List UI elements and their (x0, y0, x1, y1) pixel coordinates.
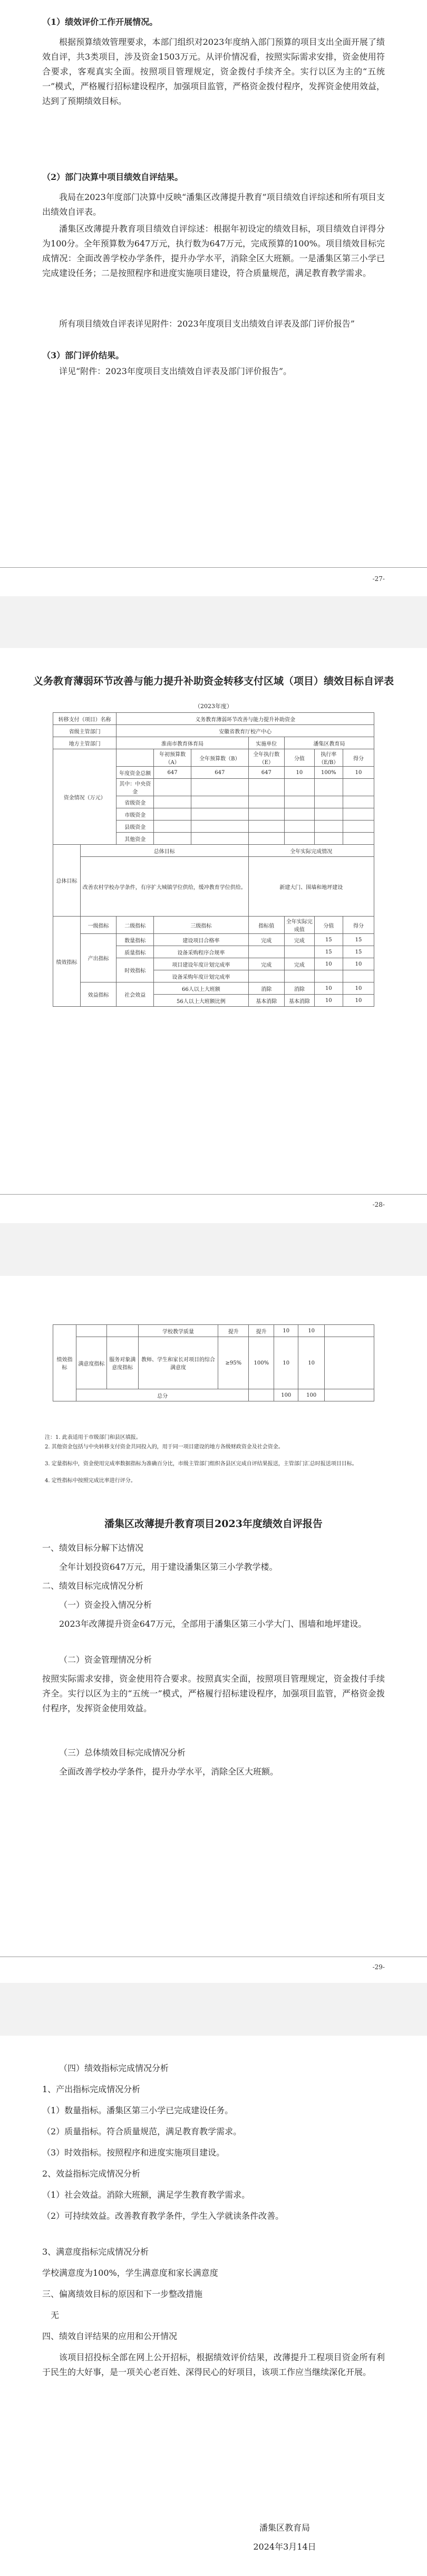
table-year: （2023年度） (195, 703, 232, 710)
empty-cell (117, 749, 154, 767)
goal-label: 总体目标 (53, 845, 81, 917)
cell: 10 (298, 1337, 325, 1389)
cell (285, 833, 315, 845)
subsection-heading: 2、效益指标完成情况分析 (42, 2169, 141, 2179)
cell (285, 970, 315, 982)
cell (76, 1325, 106, 1337)
col-header: 总体目标 (80, 845, 248, 857)
cell: 社会效益 (117, 982, 154, 1007)
cell: 设备采购程序合规率 (154, 946, 248, 958)
cell (154, 808, 191, 820)
cell (191, 779, 249, 796)
cell: 10 (343, 982, 374, 995)
cell: 教师、学生和家长对项目的综合满意度 (138, 1337, 218, 1389)
cell: 满意度指标 (76, 1337, 106, 1389)
paragraph: 2023年改薄提升资金647万元，全部用于潘集区第三小学大门、围墙和地坪建设。 (59, 1619, 367, 1629)
cell (314, 833, 343, 845)
paragraph: 无 (51, 2310, 60, 2320)
cell (314, 779, 343, 796)
cell: 质量指标 (117, 946, 154, 958)
cell (325, 1337, 374, 1389)
cell (343, 796, 374, 808)
indicator-group-label: 绩效指标 (53, 917, 81, 1007)
cell: 完成 (248, 934, 284, 946)
cell: 647 (191, 767, 249, 779)
paragraph: 该项目招投标全部在网上公开招标，根据绩效评价结果，改薄提升工程项目资金所有利于民生的大好事，是一项关心老百姓、深得民心的好项目，该项工作应当继续深化开展。 (42, 2352, 385, 2377)
cell: 10 (314, 982, 343, 995)
local-value: 淮南市教育体育局 (117, 737, 248, 749)
cell (343, 970, 374, 982)
subsection-heading: （二）资金管理情况分析 (59, 1655, 152, 1665)
list-item: （1）社会效益。消除大班额，满足学生教育教学需求。 (42, 2190, 250, 2200)
page-number: -29- (372, 1963, 385, 1971)
cell: 提升 (249, 1325, 274, 1337)
col-header: 得分 (343, 749, 374, 767)
cell (343, 820, 374, 833)
report-title: 潘集区改薄提升教育项目2023年度绩效自评报告 (104, 1518, 323, 1530)
paragraph: 学校满意度为100%，学生满意度和家长满意度 (42, 2268, 218, 2278)
col-header: 二级指标 (117, 917, 154, 934)
section-heading: （3）部门评价结果。 (42, 350, 124, 360)
paragraph: 详见“附件：2023年度项目支出绩效自评表及部门评价报告”。 (59, 366, 292, 376)
cell (248, 779, 284, 796)
cell (285, 808, 315, 820)
cell (343, 779, 374, 796)
col-header: 全年实际完成值 (285, 917, 315, 934)
subsection-heading: （一）资金投入情况分析 (59, 1600, 152, 1610)
cell: 10 (314, 995, 343, 1007)
section-heading: 二、绩效目标完成情况分析 (42, 1581, 144, 1591)
paragraph: 全年计划投资647万元，用于建设潘集区第三小学教学楼。 (59, 1562, 278, 1572)
cell: 设备采购年度计划完成率 (154, 970, 248, 982)
indicator-group-label: 绩效指标 (53, 1325, 76, 1401)
table-continuation (53, 1324, 374, 1401)
section-heading: 一、绩效目标分解下达情况 (42, 1543, 144, 1553)
cell: 提升 (218, 1325, 249, 1337)
cell: 效益指标 (80, 982, 116, 1007)
fund-label: 资金情况（万元） (53, 749, 117, 845)
cell (285, 779, 315, 796)
subsection-heading: （四）绩效指标完成情况分析 (59, 2063, 169, 2073)
cell: 100 (274, 1389, 298, 1401)
cell: 10 (285, 767, 315, 779)
cell: 10 (343, 995, 374, 1007)
cell (285, 796, 315, 808)
cell (249, 1389, 274, 1401)
section-heading: 三、偏离绩效目标的原因和下一步整改措施 (42, 2289, 203, 2299)
cell: 数量指标 (117, 934, 154, 946)
cell (191, 808, 249, 820)
list-item: （2）可持续效益。改善教育教学条件，学生入学就读条件改善。 (42, 2211, 284, 2221)
cell: 总分 (76, 1389, 248, 1401)
subsection-heading: 3、满意度指标完成情况分析 (42, 2247, 149, 2257)
cell (314, 808, 343, 820)
fund-row-label: 年度资金总额 (117, 767, 154, 779)
cell: 10 (343, 767, 374, 779)
cell: 消除 (285, 982, 315, 995)
cell: 10 (298, 1325, 325, 1337)
cell (154, 820, 191, 833)
cell: 学校教学质量 (138, 1325, 218, 1337)
cell (343, 808, 374, 820)
cell: 100% (249, 1337, 274, 1389)
cell: 15 (343, 934, 374, 946)
cell (191, 833, 249, 845)
cell: 项目建设年度计划完成率 (154, 958, 248, 970)
cell: 基本消除 (285, 995, 315, 1007)
cell: 10 (274, 1325, 298, 1337)
cell (285, 946, 315, 958)
impl-value: 潘集区教育局 (285, 737, 374, 749)
cell: 66人以上大班额 (154, 982, 248, 995)
row-label: 地方主管部门 (53, 737, 117, 749)
cell: 建设项目合格率 (154, 934, 248, 946)
fund-row-label: 省级资金 (117, 796, 154, 808)
page-number: -27- (372, 575, 385, 583)
self-evaluation-table (53, 712, 374, 1007)
cell (248, 808, 284, 820)
cell (191, 796, 249, 808)
cell: 100% (314, 767, 343, 779)
paragraph: 我局在2023年度部门决算中反映“潘集区改薄提升教育”项目绩效自评综述和所有项目支出绩效自评表。 (42, 192, 385, 217)
cell: ≥95% (218, 1337, 249, 1389)
cell (248, 796, 284, 808)
table-note: 注：1. 此表适用于市级部门和县区填报。 (45, 1435, 141, 1440)
cell (314, 970, 343, 982)
cell (248, 833, 284, 845)
page-divider (0, 1194, 427, 1195)
cell (106, 1325, 138, 1337)
page-number: -28- (372, 1201, 385, 1208)
cell: 10 (343, 958, 374, 970)
page-divider (0, 567, 427, 568)
subsection-heading: 1、产出指标完成情况分析 (42, 2084, 141, 2094)
cell (248, 820, 284, 833)
cell: 基本消除 (248, 995, 284, 1007)
cell: 完成 (248, 958, 284, 970)
cell: 时效指标 (117, 958, 154, 982)
signature-org: 潘集区教育局 (259, 2523, 310, 2533)
cell: 完成 (285, 934, 315, 946)
row-label: 实施单位 (248, 737, 284, 749)
cell (154, 779, 191, 796)
col-header: 一级指标 (80, 917, 116, 934)
document-page-3 (0, 1276, 427, 1983)
fund-row-label: 市级资金 (117, 808, 154, 820)
table-note: 3. 定量指标中，资金使用完成率数据指标为准确百分比，市级主管部门组织各县区完成自评结果报送，主管部门汇总时报送项目目标。 (45, 1461, 357, 1467)
cell (285, 820, 315, 833)
table-note: 4. 定性指标中按照完成比率进行评分。 (45, 1478, 136, 1484)
cell: 完成 (285, 958, 315, 970)
cell: 15 (314, 934, 343, 946)
paragraph: 按照实际需求安排，资金使用符合要求。按照真实全面，按照项目管理规定，资金拨付手续齐全。实行以区为主的“五统一”模式，严格履行招标建设程序，加强项目监管，严格资金拨付程序，发挥资金使用效益。 (42, 1674, 385, 1713)
dept-value: 安徽省教育厅校产中心 (117, 725, 374, 737)
goal-done: 新建大门、围墙和地坪建设 (248, 857, 374, 917)
cell: 647 (248, 767, 284, 779)
section-heading: （2）部门决算中项目绩效自评结果。 (42, 172, 183, 182)
document-page-1 (0, 0, 427, 596)
cell: 消除 (248, 982, 284, 995)
cell (325, 1389, 374, 1401)
project-name: 义务教育薄弱环节改善与能力提升补助资金 (117, 713, 374, 725)
cell (248, 970, 284, 982)
col-header: 指标值 (248, 917, 284, 934)
paragraph: 所有项目绩效自评表详见附件：2023年度项目支出绩效自评表及部门评价报告” (59, 319, 355, 329)
row-label: 省级主管部门 (53, 725, 117, 737)
cell: 100 (298, 1389, 325, 1401)
cell (248, 946, 284, 958)
cell (154, 833, 191, 845)
list-item: （2）质量指标。符合质量规范，满足教育教学需求。 (42, 2126, 242, 2136)
cell: 服务对象满意度指标 (106, 1337, 138, 1389)
paragraph: 根据预算绩效管理要求，本部门组织对2023年度纳入部门预算的项目支出全面开展了绩效自评，共3类项目，涉及资金1503万元。从评价情况看，按照实际需求安排，资金使用符合要求，客观真实全面。按照项目管理规定，资金拨付手续齐全。实行以区为主的“五统一”模式，严格履行招标建设程序，加强项目监管，严格资金拨付程序，发挥资金使用效益，达到了预期绩效目标。 (42, 37, 385, 106)
cell: 10 (314, 958, 343, 970)
table-title: 义务教育薄弱环节改善与能力提升补助资金转移支付区域（项目）绩效目标自评表 (33, 675, 394, 687)
cell: 产出指标 (80, 934, 116, 982)
cell (314, 820, 343, 833)
cell (314, 796, 343, 808)
goal-text: 改善农村学校办学条件，有序扩大城镇学位供给，缓冲教育学位供给。 (80, 857, 248, 917)
col-header: 年初预算数（A） (154, 749, 191, 767)
cell (325, 1325, 374, 1337)
col-header: 全年预算数（B） (191, 749, 249, 767)
col-header: 全年执行数（E） (248, 749, 284, 767)
signature-date: 2024年3月14日 (253, 2542, 316, 2552)
cell: 56人以上大班额比例 (154, 995, 248, 1007)
section-heading: 四、绩效自评结果的应用和公开情况 (42, 2331, 178, 2341)
cell: 15 (314, 946, 343, 958)
col-header: 执行率（E/B） (314, 749, 343, 767)
row-label: 转移支付（项目）名称 (53, 713, 117, 725)
list-item: （3）时效指标。按照程序和进度实施项目建设。 (42, 2148, 225, 2158)
col-header: 分值 (314, 917, 343, 934)
list-item: （1）数量指标。潘集区第三小学已完成建设任务。 (42, 2105, 234, 2115)
cell (191, 820, 249, 833)
section-heading: （1）绩效评价工作开展情况。 (42, 17, 158, 27)
document-page-2 (0, 648, 427, 1223)
table-note: 2. 其他资金包括与中央转移支付资金共同投入的，用于同一项目建设的地方各级财政资金及社会资金。 (45, 1444, 284, 1450)
cell: 647 (154, 767, 191, 779)
cell (343, 833, 374, 845)
fund-row-label: 其中：中央资金 (117, 779, 154, 796)
col-header: 得分 (343, 917, 374, 934)
col-header: 分值 (285, 749, 315, 767)
cell: 10 (274, 1337, 298, 1389)
document-page-4 (0, 2036, 427, 2576)
cell (154, 796, 191, 808)
subsection-heading: （三）总体绩效目标完成情况分析 (59, 1748, 186, 1758)
paragraph: 潘集区改薄提升教育项目绩效自评综述：根据年初设定的绩效目标，项目绩效自评得分为100分。全年预算数为647万元，执行数为647万元，完成预算的100%。项目绩效目标完成情况：全面改善学校办学条件，提升办学水平，消除全区大班额。一是潘集区第三小学已完成建设任务；二是按照程序和进度实施项目建设，符合质量规范，满足教育教学需求。 (42, 224, 385, 278)
col-header: 全年实际完成情况 (248, 845, 374, 857)
cell: 15 (343, 946, 374, 958)
col-header: 三级指标 (154, 917, 248, 934)
paragraph: 全面改善学校办学条件，提升办学水平，消除全区大班额。 (59, 1767, 279, 1777)
fund-row-label: 县级资金 (117, 820, 154, 833)
fund-row-label: 其他资金 (117, 833, 154, 845)
